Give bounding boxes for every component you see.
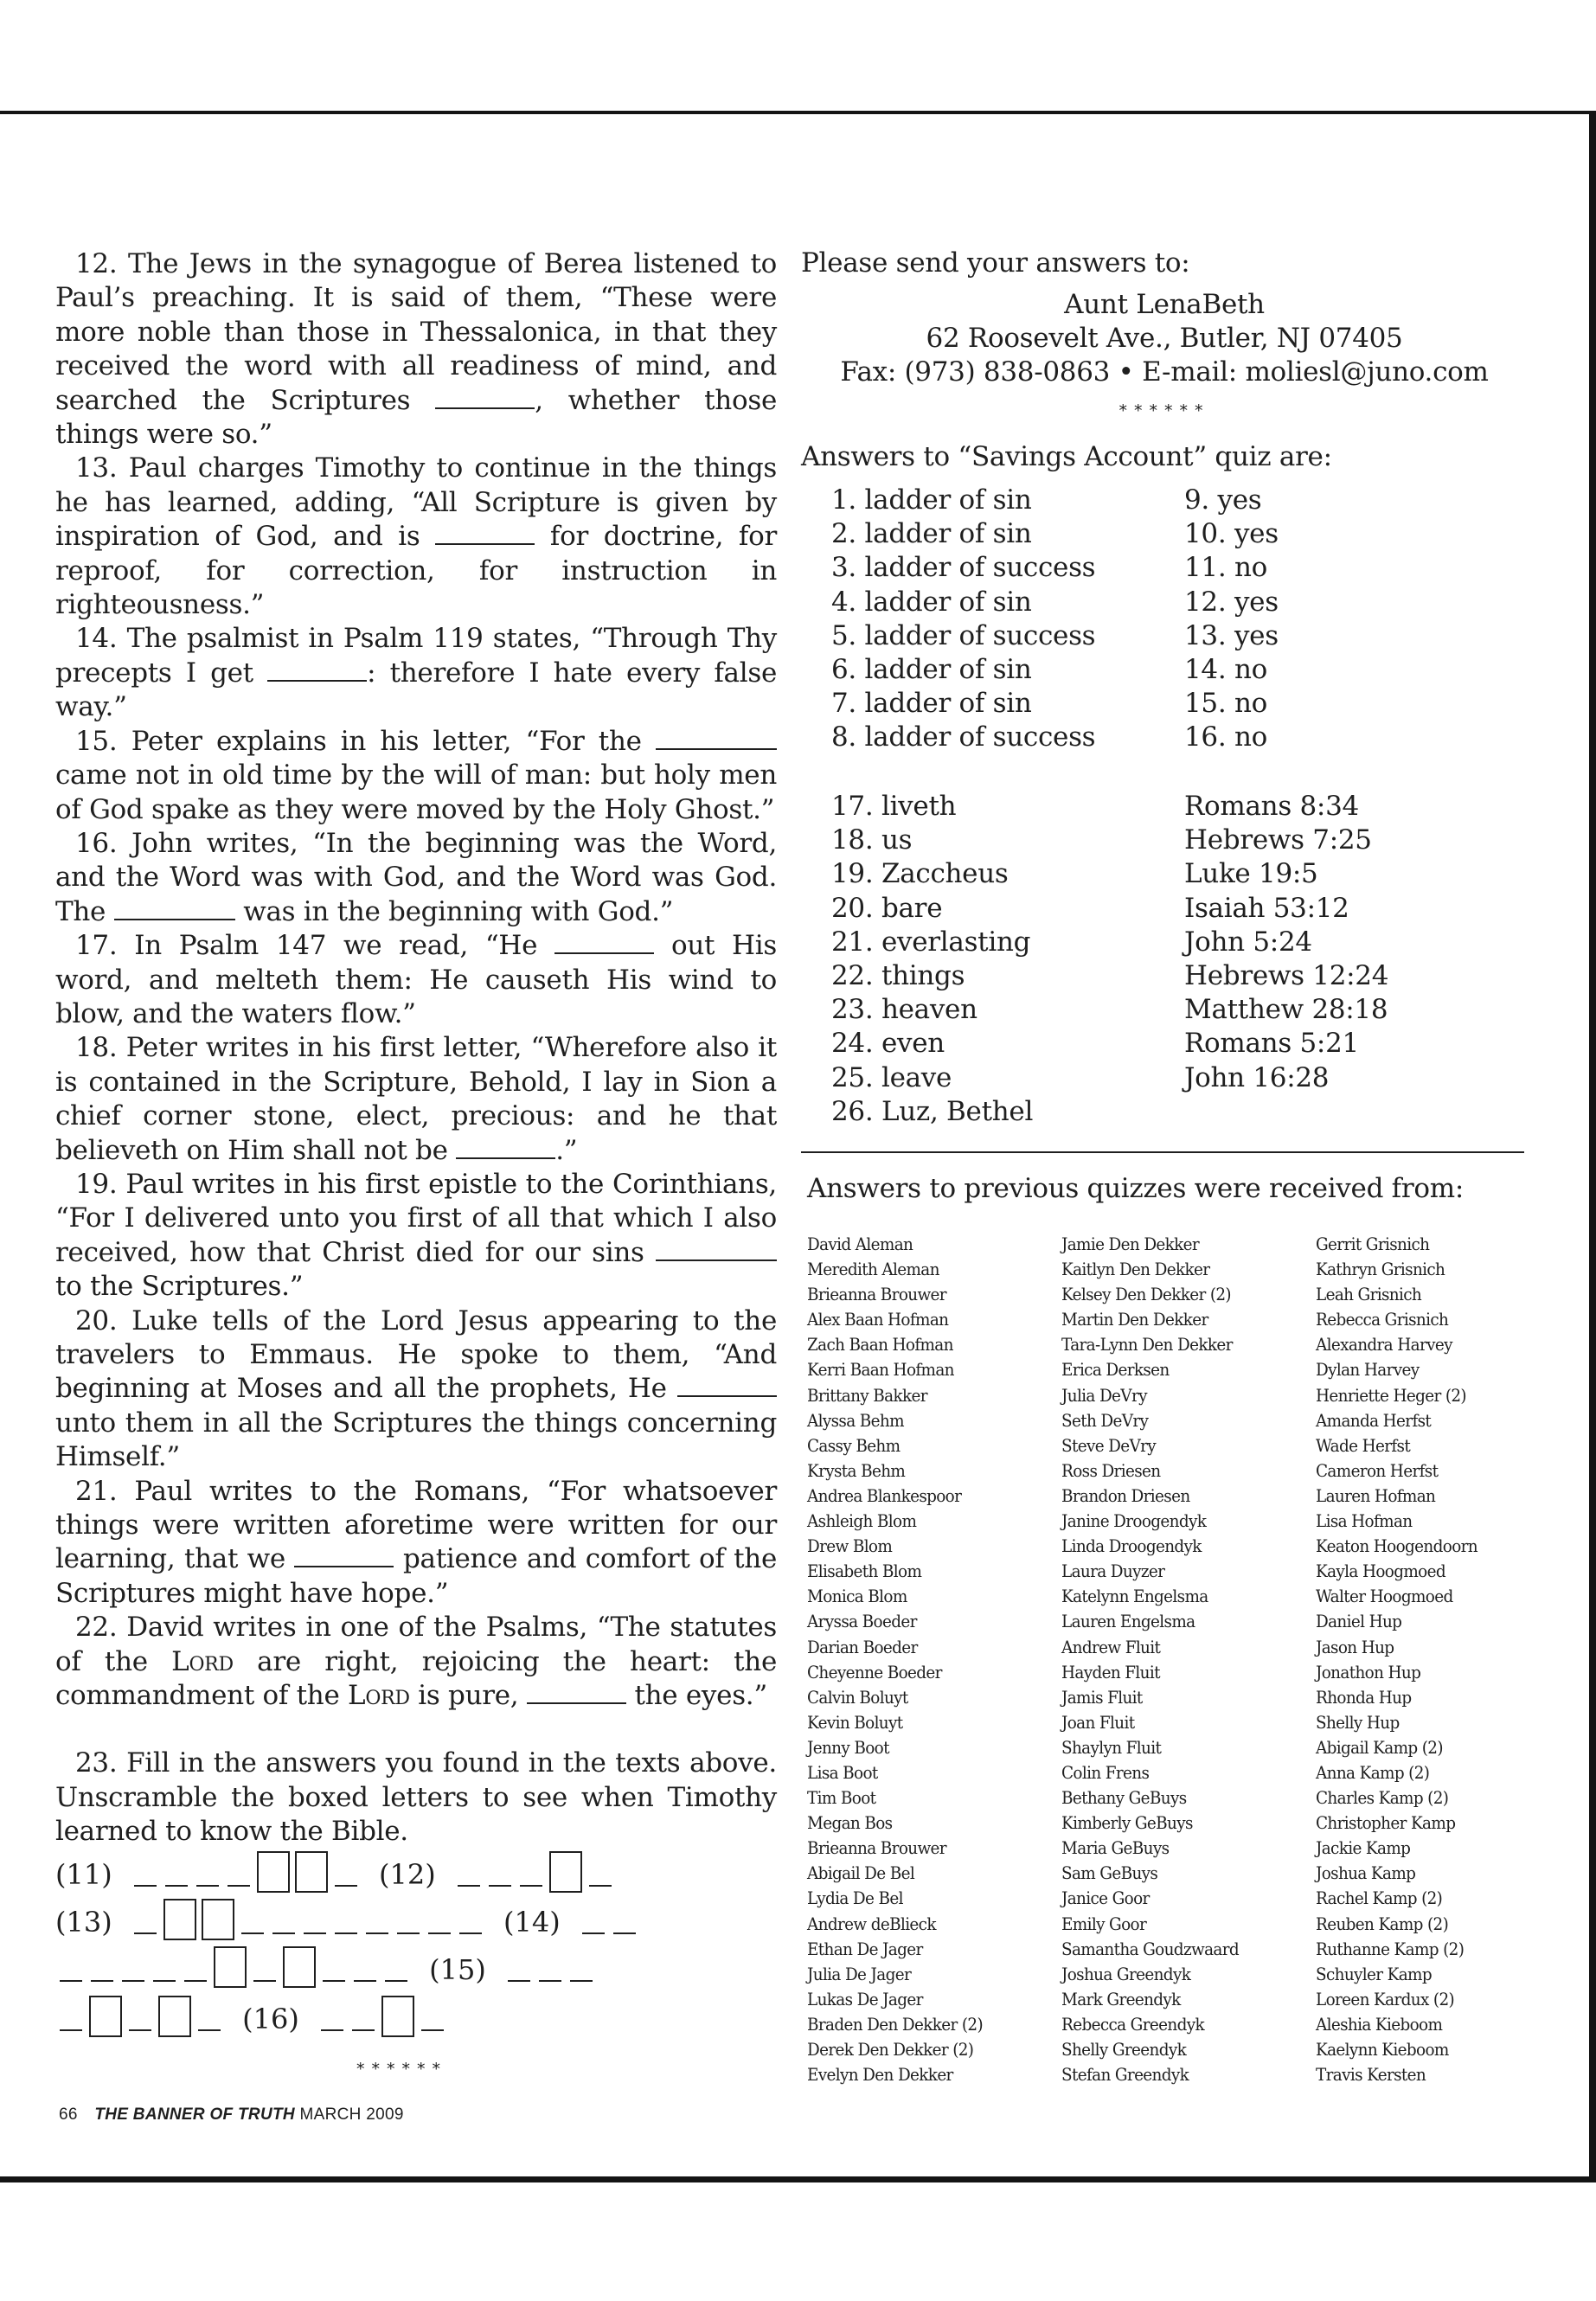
- list-item: Linda Droogendyk: [1061, 1535, 1202, 1557]
- right-border: [1589, 111, 1596, 2182]
- list-item: 8. ladder of success 16. no: [831, 721, 1267, 753]
- list-item: Evelyn Den Dekker: [807, 2064, 953, 2086]
- list-item: Joshua Kamp: [1316, 1862, 1416, 1884]
- section-divider-stars: ******: [356, 2060, 447, 2079]
- list-item: Emily Goor: [1061, 1913, 1147, 1934]
- letter-box: [158, 1996, 191, 2037]
- list-item: Walter Hoogmoed: [1316, 1586, 1453, 1607]
- list-item: Ross Driesen: [1061, 1459, 1161, 1481]
- list-item: Derek Den Dekker (2): [807, 2039, 974, 2060]
- list-item: 3. ladder of success 11. no: [831, 552, 1267, 584]
- list-item: 17. liveth Romans 8:34: [831, 791, 1359, 822]
- list-item: Andrew Fluit: [1061, 1636, 1161, 1657]
- page-number: 66: [59, 2106, 78, 2124]
- letter-box: [283, 1946, 316, 1988]
- list-item: Zach Baan Hofman: [807, 1334, 953, 1356]
- received-names-column-1: [807, 1232, 983, 2087]
- list-item: Keaton Hoogendoorn: [1316, 1535, 1477, 1557]
- issue-date: MARCH 2009: [299, 2106, 404, 2124]
- list-item: 24. even Romans 5:21: [831, 1028, 1359, 1060]
- list-item: Kaitlyn Den Dekker: [1061, 1259, 1210, 1280]
- list-item: Jackie Kamp: [1316, 1837, 1411, 1859]
- list-item: Rebecca Grisnich: [1316, 1309, 1449, 1330]
- list-item: Drew Blom: [807, 1535, 893, 1557]
- letter-box: [295, 1851, 328, 1893]
- list-item: Lukas De Jager: [807, 1988, 923, 2009]
- question-13: 13. Paul charges Timothy to continue in the things he has learned, adding, “All Scripture is given by inspiration of God, and is for doctrine, for reproof, for correction, for instruction in righteousness.”: [55, 452, 777, 621]
- answer-blank: [267, 657, 367, 682]
- list-item: Steve DeVry: [1061, 1434, 1157, 1456]
- question-21: 21. Paul writes to the Romans, “For whatsoever things were written aforetime were written for our learning, that we patience and comfort of the Scriptures might have hope.”: [55, 1475, 777, 1609]
- list-item: Brandon Driesen: [1061, 1484, 1190, 1506]
- list-item: 18. us Hebrews 7:25: [831, 824, 1372, 856]
- list-item: Megan Bos: [807, 1812, 893, 1834]
- list-item: Alexandra Harvey: [1316, 1334, 1452, 1356]
- list-item: Reuben Kamp (2): [1316, 1913, 1449, 1934]
- savings-answers: [801, 484, 1528, 756]
- list-item: Brieanna Brouwer: [807, 1837, 946, 1859]
- list-item: Lisa Hofman: [1316, 1510, 1413, 1532]
- list-item: Kerri Baan Hofman: [807, 1359, 954, 1381]
- list-item: Brittany Bakker: [807, 1384, 927, 1406]
- question-17: 17. In Psalm 147 we read, “He out His word, and melteth them: He causeth His wind to blow, and the waters flow.”: [55, 930, 777, 1029]
- list-item: Tim Boot: [807, 1787, 876, 1809]
- list-item: Jamie Den Dekker: [1061, 1234, 1200, 1254]
- word-answers: [801, 791, 1528, 1130]
- list-item: Rachel Kamp (2): [1316, 1888, 1443, 1909]
- answer-blank: [677, 1373, 777, 1397]
- list-item: Tara-Lynn Den Dekker: [1061, 1334, 1233, 1356]
- list-item: 6. ladder of sin 14. no: [831, 653, 1267, 685]
- list-item: Kayla Hoogmoed: [1316, 1561, 1445, 1582]
- list-item: Aleshia Kieboom: [1316, 2013, 1443, 2035]
- list-item: 7. ladder of sin 15. no: [831, 688, 1267, 720]
- list-item: Brieanna Brouwer: [807, 1284, 946, 1305]
- letter-box: [257, 1851, 290, 1893]
- list-item: Dylan Harvey: [1316, 1359, 1420, 1381]
- list-item: 19. Zaccheus Luke 19:5: [831, 858, 1318, 890]
- answer-blank: [554, 930, 654, 954]
- list-item: Christopher Kamp: [1316, 1812, 1456, 1834]
- list-item: Julia De Jager: [807, 1963, 912, 1984]
- list-item: Ethan De Jager: [807, 1938, 923, 1959]
- list-item: Leah Grisnich: [1316, 1284, 1422, 1305]
- quiz-questions: [55, 247, 777, 1849]
- question-15: 15. Peter explains in his letter, “For the came not in old time by the will of man: but holy men of God spake as they were moved by the Holy Ghost.”: [55, 725, 777, 825]
- list-item: Kimberly GeBuys: [1061, 1812, 1193, 1834]
- list-item: 1. ladder of sin 9. yes: [831, 484, 1262, 516]
- page-footer: [59, 2106, 404, 2125]
- received-heading: Answers to previous quizzes were received from:: [807, 1173, 1464, 1204]
- list-item: Alex Baan Hofman: [807, 1309, 949, 1330]
- question-12: 12. The Jews in the synagogue of Berea listened to Paul’s preaching. It is said of them, “These were more noble than those in Thessalonica, in that they received the word with all readiness of mind, and searched the Scriptures , whether those things were so.”: [55, 248, 777, 451]
- list-item: Calvin Boluyt: [807, 1686, 908, 1708]
- list-item: Lauren Hofman: [1316, 1484, 1436, 1506]
- list-item: Aryssa Boeder: [807, 1611, 917, 1632]
- list-item: Cameron Herfst: [1316, 1459, 1439, 1481]
- letter-box: [163, 1899, 196, 1940]
- question-20: 20. Luke tells of the Lord Jesus appearing to the travelers to Emmaus. He spoke to them, “And beginning at Moses and all the prophets, He unto them in all the Scriptures the things concerning Himself.”: [55, 1304, 777, 1473]
- list-item: Gerrit Grisnich: [1316, 1234, 1430, 1254]
- list-item: Seth DeVry: [1061, 1409, 1149, 1431]
- list-item: Bethany GeBuys: [1061, 1787, 1187, 1809]
- list-item: 21. everlasting John 5:24: [831, 926, 1312, 958]
- list-item: Hayden Fluit: [1061, 1661, 1160, 1682]
- answer-blank: [656, 726, 777, 750]
- puzzle-row-2: (13) (14): [55, 1899, 640, 1942]
- list-item: Loreen Kardux (2): [1316, 1988, 1455, 2009]
- list-item: Julia DeVry: [1061, 1384, 1147, 1406]
- answers-heading: Answers to “Savings Account” quiz are:: [801, 441, 1332, 472]
- list-item: Katelynn Engelsma: [1061, 1586, 1208, 1607]
- question-14: 14. The psalmist in Psalm 119 states, “Through Thy precepts I get : therefore I hate every false way.”: [55, 623, 777, 723]
- letter-box: [549, 1851, 582, 1893]
- letter-box: [214, 1946, 247, 1988]
- list-item: Lauren Engelsma: [1061, 1611, 1195, 1632]
- list-item: Cheyenne Boeder: [807, 1661, 942, 1682]
- list-item: Darian Boeder: [807, 1636, 918, 1657]
- puzzle-row-4: (16): [55, 1996, 448, 2039]
- list-item: 25. leave John 16:28: [831, 1061, 1330, 1093]
- list-item: Braden Den Dekker (2): [807, 2013, 984, 2035]
- list-item: Andrew deBlieck: [807, 1913, 936, 1934]
- list-item: Andrea Blankespoor: [807, 1484, 962, 1506]
- list-item: Daniel Hup: [1316, 1611, 1402, 1632]
- list-item: Jamis Fluit: [1061, 1686, 1143, 1708]
- question-16: 16. John writes, “In the beginning was the Word, and the Word was with God, and the Word was God. The was in the beginning with God.”: [55, 827, 777, 927]
- list-item: Ashleigh Blom: [807, 1510, 917, 1532]
- list-item: Cassy Behm: [807, 1434, 901, 1456]
- contact-fax-email: Fax: (973) 838-0863 • E-mail: moliesl@juno.com: [840, 356, 1489, 388]
- list-item: Joshua Greendyk: [1061, 1963, 1191, 1984]
- list-item: Henriette Heger (2): [1316, 1384, 1466, 1406]
- list-item: 4. ladder of sin 12. yes: [831, 586, 1279, 618]
- list-item: Joan Fluit: [1061, 1711, 1135, 1733]
- list-item: Jenny Boot: [807, 1736, 889, 1758]
- list-item: Meredith Aleman: [807, 1259, 939, 1280]
- list-item: Mark Greendyk: [1061, 1988, 1181, 2009]
- list-item: Abigail De Bel: [807, 1862, 915, 1884]
- list-item: Travis Kersten: [1316, 2064, 1426, 2086]
- list-item: Stefan Greendyk: [1061, 2064, 1189, 2086]
- list-item: Charles Kamp (2): [1316, 1787, 1449, 1809]
- bottom-border: [0, 2176, 1596, 2182]
- list-item: 5. ladder of success 13. yes: [831, 619, 1279, 651]
- list-item: Laura Duyzer: [1061, 1561, 1165, 1582]
- list-item: Shelly Greendyk: [1061, 2039, 1187, 2060]
- puzzle-row-3: (15): [55, 1946, 597, 1990]
- answer-blank: [294, 1543, 394, 1567]
- list-item: Rebecca Greendyk: [1061, 2013, 1204, 2035]
- list-item: Kathryn Grisnich: [1316, 1259, 1445, 1280]
- list-item: Sam GeBuys: [1061, 1862, 1158, 1884]
- list-item: Jonathon Hup: [1316, 1661, 1421, 1682]
- list-item: 26. Luz, Bethel: [831, 1095, 1034, 1127]
- letter-box: [202, 1899, 234, 1940]
- answer-blank: [456, 1135, 555, 1159]
- list-item: Abigail Kamp (2): [1316, 1736, 1443, 1758]
- top-border: [0, 111, 1596, 114]
- list-item: Wade Herfst: [1316, 1434, 1411, 1456]
- list-item: Colin Frens: [1061, 1761, 1150, 1783]
- question-18: 18. Peter writes in his first letter, “Wherefore also it is contained in the Scripture, Behold, I lay in Sion a chief corner stone, elect, precious: and he that believeth on Him shall not be .”: [55, 1032, 777, 1166]
- list-item: Lydia De Bel: [807, 1888, 903, 1909]
- list-item: Monica Blom: [807, 1586, 907, 1607]
- list-item: Maria GeBuys: [1061, 1837, 1170, 1859]
- contact-name: Aunt LenaBeth: [1064, 289, 1265, 320]
- letter-box: [381, 1996, 414, 2037]
- list-item: Kelsey Den Dekker (2): [1061, 1284, 1231, 1305]
- list-item: 20. bare Isaiah 53:12: [831, 892, 1349, 924]
- list-item: Schuyler Kamp: [1316, 1963, 1433, 1984]
- list-item: Amanda Herfst: [1316, 1409, 1432, 1431]
- contact-address: 62 Roosevelt Ave., Butler, NJ 07405: [926, 323, 1403, 354]
- list-item: Lisa Boot: [807, 1761, 878, 1783]
- puzzle-row-1: (11) (12): [55, 1851, 616, 1894]
- received-names-column-2: [1061, 1232, 1239, 2087]
- answer-blank: [114, 896, 235, 920]
- list-item: Jason Hup: [1316, 1636, 1394, 1657]
- send-instructions: Please send your answers to:: [801, 247, 1190, 279]
- question-19: 19. Paul writes in his first epistle to the Corinthians, “For I delivered unto you first of all that which I also received, how that Christ died for our sins to the Scriptures.”: [55, 1168, 777, 1303]
- section-divider-rule: [801, 1151, 1524, 1153]
- list-item: Kevin Boluyt: [807, 1711, 903, 1733]
- question-23: 23. Fill in the answers you found in the texts above. Unscramble the boxed letters to see when Timothy learned to know the Bible.: [55, 1747, 777, 1848]
- answer-blank: [435, 385, 535, 409]
- list-item: Janice Goor: [1061, 1888, 1150, 1909]
- list-item: Martin Den Dekker: [1061, 1309, 1208, 1330]
- received-names-column-3: [1316, 1232, 1477, 2087]
- list-item: Erica Derksen: [1061, 1359, 1170, 1381]
- list-item: Shelly Hup: [1316, 1711, 1400, 1733]
- list-item: Samantha Goudzwaard: [1061, 1938, 1240, 1959]
- list-item: Ruthanne Kamp (2): [1316, 1938, 1465, 1959]
- answer-blank: [527, 1680, 626, 1704]
- list-item: David Aleman: [807, 1234, 913, 1254]
- question-22: 22. David writes in one of the Psalms, “The statutes of the Lord are right, rejoicing the heart: the commandment of the Lord is pure, the eyes.”: [55, 1612, 778, 1712]
- list-item: Krysta Behm: [807, 1459, 906, 1481]
- list-item: 22. things Hebrews 12:24: [831, 959, 1389, 991]
- letter-box: [89, 1996, 122, 2037]
- list-item: 2. ladder of sin 10. yes: [831, 518, 1279, 550]
- list-item: 23. heaven Matthew 28:18: [831, 994, 1388, 1026]
- list-item: Shaylyn Fluit: [1061, 1736, 1162, 1758]
- list-item: Rhonda Hup: [1316, 1686, 1412, 1708]
- list-item: Elisabeth Blom: [807, 1561, 922, 1582]
- answer-blank: [656, 1237, 777, 1261]
- list-item: Alyssa Behm: [807, 1409, 904, 1431]
- list-item: Kaelynn Kieboom: [1316, 2039, 1449, 2060]
- section-divider-stars: ******: [1118, 401, 1210, 420]
- publication-name: THE BANNER OF TRUTH: [94, 2106, 295, 2124]
- list-item: Janine Droogendyk: [1061, 1510, 1207, 1532]
- list-item: Anna Kamp (2): [1316, 1761, 1430, 1783]
- answer-blank: [435, 521, 535, 545]
